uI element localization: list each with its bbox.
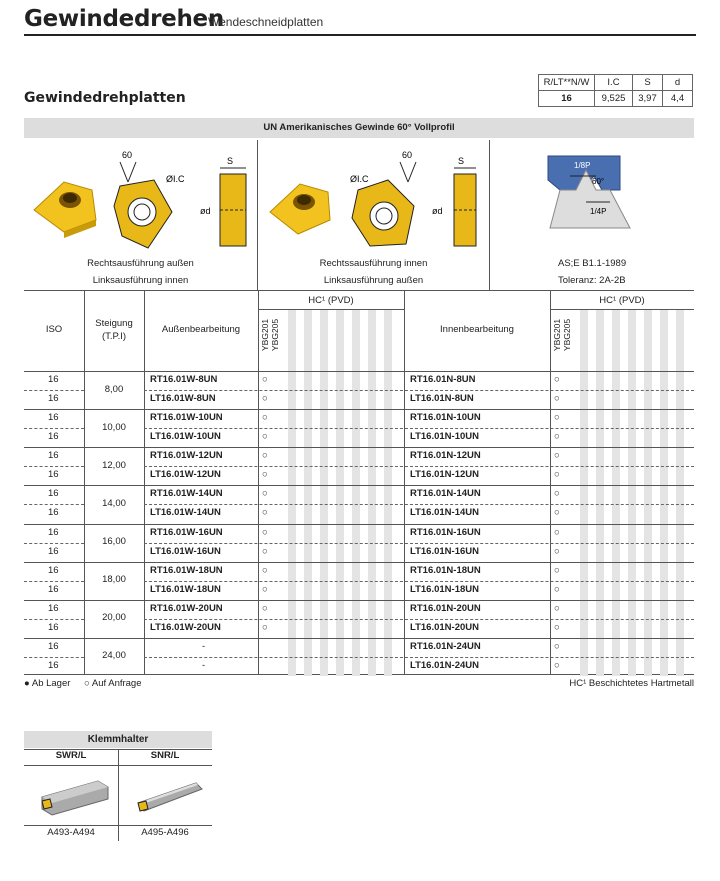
table-row	[24, 581, 694, 600]
holder-col-swr: SWR/L	[55, 750, 87, 761]
row-iso: 16	[48, 374, 59, 385]
row-innen-mark: ○	[554, 393, 560, 405]
row-aussen-mark: ○	[262, 526, 268, 538]
panel1-line1: Rechtsausführung außen	[87, 258, 194, 269]
col-header-hc-left: HC¹ (PVD)	[308, 295, 354, 306]
table-row	[24, 390, 694, 409]
dim-header-d: d	[663, 75, 693, 91]
row-iso: 16	[48, 545, 59, 557]
d-label: ød	[432, 206, 443, 216]
s-label: S	[227, 156, 234, 166]
row-innen-mark: ○	[554, 488, 560, 500]
holder-col-snr: SNR/L	[150, 750, 180, 761]
row-innen: RT16.01N-16UN	[410, 526, 481, 538]
dim-value-ic: 9,525	[595, 91, 633, 107]
row-iso: 16	[48, 640, 59, 652]
panel1-line2: Linksausführung innen	[92, 275, 189, 286]
row-aussen-mark: ○	[262, 583, 268, 595]
row-innen: RT16.01N-10UN	[410, 412, 481, 424]
row-innen-mark: ○	[554, 412, 560, 424]
row-innen-mark: ○	[554, 545, 560, 557]
row-iso: 16	[48, 450, 59, 462]
row-aussen-mark: ○	[262, 374, 268, 385]
row-tpi: 12,00	[102, 459, 126, 471]
angle-label: 60	[402, 150, 413, 160]
row-iso: 16	[48, 659, 59, 671]
tolerance-text: Toleranz: 2A-2B	[558, 275, 626, 286]
row-iso: 16	[48, 564, 59, 576]
row-innen-mark: ○	[554, 659, 560, 671]
row-iso: 16	[48, 488, 59, 500]
row-aussen: RT16.01W-14UN	[150, 488, 223, 500]
table-row	[24, 504, 694, 523]
row-innen: RT16.01N-20UN	[410, 602, 481, 614]
panel2-line2: Linksausführung außen	[323, 275, 424, 286]
row-innen-mark: ○	[554, 564, 560, 576]
row-aussen: RT16.01W-10UN	[150, 412, 223, 424]
row-innen-mark: ○	[554, 469, 560, 481]
holder-ref-swr: A493-A494	[47, 827, 95, 838]
row-iso: 16	[48, 393, 59, 405]
insert-photo-icon	[34, 182, 96, 238]
table-row	[24, 657, 694, 676]
row-tpi: 8,00	[104, 383, 124, 395]
row-aussen-mark: ○	[262, 621, 268, 633]
row-iso: 16	[48, 507, 59, 519]
row-aussen-mark: ○	[262, 564, 268, 576]
row-aussen-mark: ○	[262, 602, 268, 614]
row-innen: RT16.01N-8UN	[410, 374, 476, 385]
holder-snr-icon	[132, 775, 204, 819]
row-aussen: LT16.01W-16UN	[150, 545, 221, 557]
row-innen-mark: ○	[554, 640, 560, 652]
row-innen: LT16.01N-24UN	[410, 659, 479, 671]
row-iso: 16	[48, 469, 59, 481]
row-innen-mark: ○	[554, 602, 560, 614]
insert-topview-icon	[114, 150, 185, 248]
dim-header-type: R/LT**N/W	[539, 75, 595, 91]
row-innen-mark: ○	[554, 431, 560, 443]
table-row	[24, 428, 694, 447]
angle-label: 60	[122, 150, 133, 160]
row-tpi: 18,00	[102, 574, 126, 586]
legend-hc: HC¹ Beschichtetes Hartmetall	[569, 678, 694, 689]
row-innen: RT16.01N-18UN	[410, 564, 481, 576]
insert-panel-left	[258, 140, 490, 290]
col-header-steigung: Steigung	[95, 318, 133, 329]
table-row	[24, 543, 694, 562]
row-aussen: LT16.01W-12UN	[150, 469, 221, 481]
row-aussen-mark: ○	[262, 469, 268, 481]
profile-title: UN Amerikanisches Gewinde 60° Vollprofil	[24, 118, 694, 138]
standard-text: AS;E B1.1-1989	[558, 258, 627, 269]
row-aussen-mark: ○	[262, 507, 268, 519]
dimension-table	[538, 74, 693, 107]
row-iso: 16	[48, 602, 59, 614]
insert-drawing-2	[258, 140, 490, 258]
ic-label: ØI.C	[350, 174, 369, 184]
insert-photo-icon	[270, 184, 330, 234]
row-tpi: 10,00	[102, 421, 126, 433]
row-aussen-mark: ○	[262, 450, 268, 462]
row-aussen: -	[202, 640, 206, 652]
row-innen-mark: ○	[554, 507, 560, 519]
row-innen: LT16.01N-12UN	[410, 469, 479, 481]
s-label: S	[458, 156, 465, 166]
row-iso: 16	[48, 526, 59, 538]
row-aussen: RT16.01W-8UN	[150, 374, 218, 385]
row-iso: 16	[48, 431, 59, 443]
row-tpi: 24,00	[102, 650, 126, 662]
row-aussen: RT16.01W-16UN	[150, 526, 223, 538]
legend-anfrage: ○ Auf Anfrage	[84, 678, 142, 689]
row-innen: LT16.01N-10UN	[410, 431, 479, 443]
row-aussen-mark: ○	[262, 488, 268, 500]
row-aussen-mark: ○	[262, 393, 268, 405]
row-innen: LT16.01N-20UN	[410, 621, 479, 633]
row-innen-mark: ○	[554, 526, 560, 538]
panel2-line1: Rechtssausführung innen	[319, 258, 428, 269]
ic-label: ØI.C	[166, 174, 185, 184]
row-aussen: LT16.01W-20UN	[150, 621, 221, 633]
row-innen: LT16.01N-8UN	[410, 393, 474, 405]
dim-header-ic: I.C	[595, 75, 633, 91]
row-innen: LT16.01N-14UN	[410, 507, 479, 519]
row-innen: RT16.01N-14UN	[410, 488, 481, 500]
insert-sideview-icon	[200, 156, 246, 246]
row-innen: LT16.01N-16UN	[410, 545, 479, 557]
angle2-label: 60°	[592, 177, 605, 186]
thread-profile-panel	[490, 140, 694, 290]
col-header-tpi: (T.P.I)	[101, 331, 127, 342]
row-iso: 16	[48, 583, 59, 595]
row-tpi: 16,00	[102, 536, 126, 548]
dim-header-s: S	[633, 75, 663, 91]
dim-value-type: 16	[539, 91, 595, 107]
row-aussen: LT16.01W-8UN	[150, 393, 216, 405]
col-header-innen: Innenbearbeitung	[440, 324, 514, 335]
row-aussen: RT16.01W-12UN	[150, 450, 223, 462]
row-tpi: 14,00	[102, 497, 126, 509]
table-row	[24, 466, 694, 485]
p8-label: 1/8P	[574, 161, 591, 170]
row-aussen-mark: ○	[262, 545, 268, 557]
holder-title: Klemmhalter	[24, 731, 212, 748]
insert-sideview-icon	[432, 156, 476, 246]
grade-ybg201-left: YBG201	[260, 318, 270, 351]
holder-swr-icon	[38, 775, 110, 819]
row-innen-mark: ○	[554, 621, 560, 633]
row-iso: 16	[48, 412, 59, 424]
insert-panel-right	[24, 140, 258, 290]
insert-topview-icon	[350, 150, 416, 246]
row-iso: 16	[48, 621, 59, 633]
insert-table	[24, 290, 694, 675]
row-aussen: -	[202, 659, 206, 671]
legend-lager: ● Ab Lager	[24, 678, 71, 689]
row-aussen: LT16.01W-10UN	[150, 431, 221, 443]
dim-value-d: 4,4	[663, 91, 693, 107]
row-aussen-mark: ○	[262, 431, 268, 443]
klemmhalter-box	[24, 731, 212, 841]
row-innen-mark: ○	[554, 583, 560, 595]
row-aussen-mark: ○	[262, 412, 268, 424]
page-header	[24, 6, 696, 36]
grade-ybg205-left: YBG205	[270, 318, 280, 351]
grade-ybg201-right: YBG201	[552, 318, 562, 351]
row-tpi: 20,00	[102, 612, 126, 624]
row-aussen: LT16.01W-18UN	[150, 583, 221, 595]
dim-value-s: 3,97	[633, 91, 663, 107]
insert-drawing-1	[24, 140, 258, 258]
grade-ybg205-right: YBG205	[562, 318, 572, 351]
row-innen: RT16.01N-24UN	[410, 640, 481, 652]
row-aussen: RT16.01W-20UN	[150, 602, 223, 614]
row-aussen: LT16.01W-14UN	[150, 507, 221, 519]
page-subtitle: Wendeschneidplatten	[208, 15, 324, 29]
holder-ref-snr: A495-A496	[141, 827, 189, 838]
row-aussen: RT16.01W-18UN	[150, 564, 223, 576]
col-header-aussen: Außenbearbeitung	[161, 324, 241, 335]
section-title: Gewindedrehplatten	[24, 90, 186, 106]
thread-profile-icon	[490, 140, 694, 240]
row-innen: LT16.01N-18UN	[410, 583, 479, 595]
d-label: ød	[200, 206, 211, 216]
p4-label: 1/4P	[590, 207, 607, 216]
col-header-hc-right: HC¹ (PVD)	[599, 295, 645, 306]
col-header-iso: ISO	[45, 324, 63, 335]
row-innen: RT16.01N-12UN	[410, 450, 481, 462]
row-innen-mark: ○	[554, 374, 560, 385]
page-title: Gewindedrehen	[24, 6, 224, 32]
row-innen-mark: ○	[554, 450, 560, 462]
table-row	[24, 619, 694, 638]
